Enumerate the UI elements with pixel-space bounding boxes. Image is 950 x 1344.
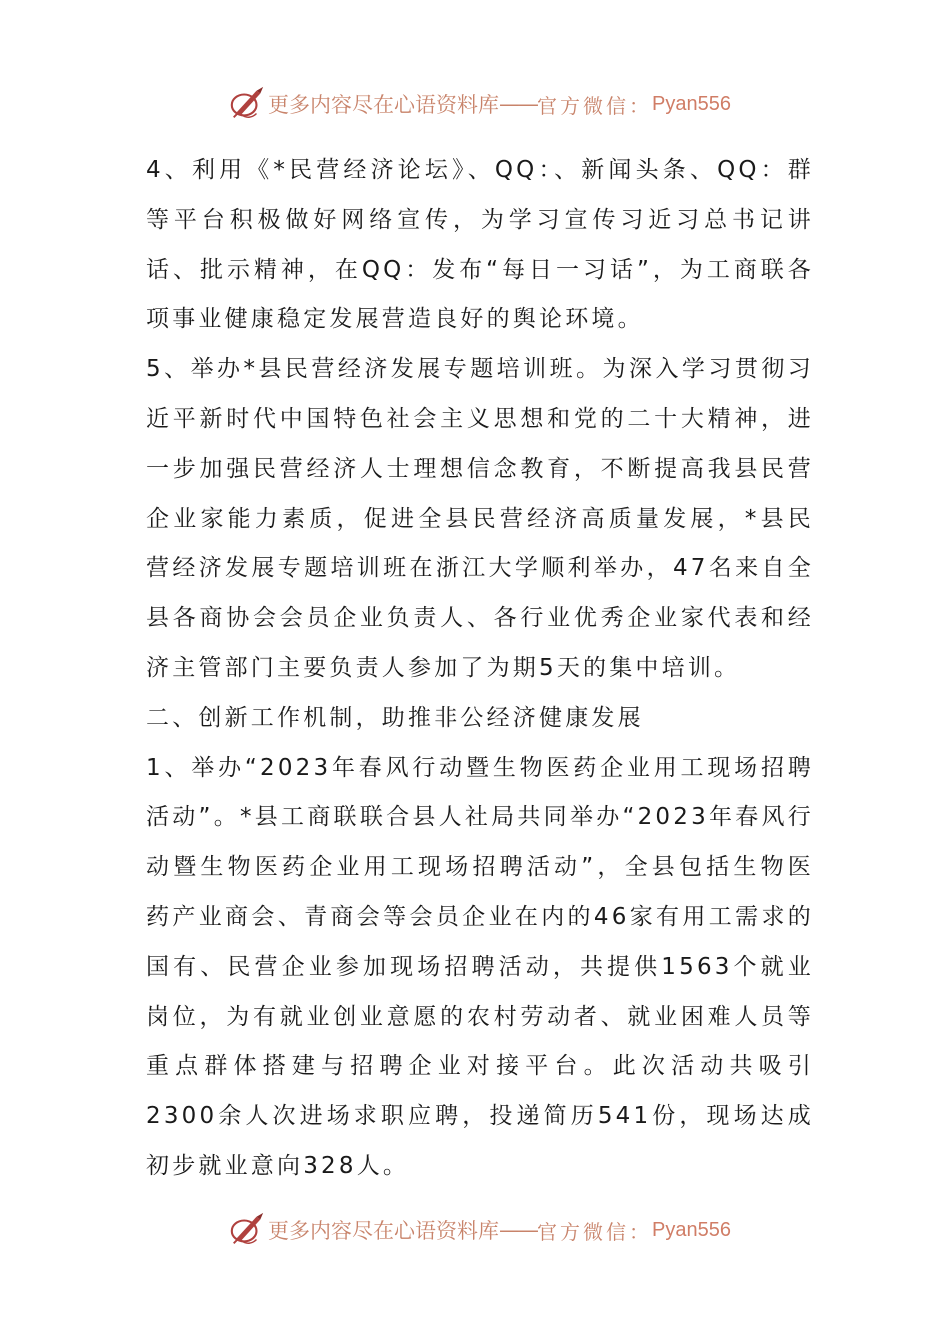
quill-pen-logo-icon (228, 85, 266, 123)
paragraph-item-1: 1、举办“2023年春风行动暨生物医药企业用工现场招聘活动”。*县工商联联合县人社局共同举办“2023年春风行动暨生物医药企业用工现场招聘活动”，全县包括生物医药产业商会、青商会等会员企业在内的46家有用工需求的国有、民营企业参加现场招聘活动，共提供1563个就业岗位，为有就业创业意愿的农村劳动者、就业困难人员等重点群体搭建与招聘企业对接平台。此次活动共吸引2300余人次进场求职应聘，投递简历541份，现场达成初步就业意向328人。 (146, 754, 814, 1179)
watermark-label: 官方微信： (537, 93, 652, 118)
document-body (146, 146, 814, 1192)
watermark-main-text: 更多内容尽在心语资料库 (268, 1219, 499, 1243)
section-heading-2: 二、创新工作机制，助推非公经济健康发展 (146, 704, 644, 731)
header-watermark (228, 84, 731, 124)
watermark-account: Pyan556 (652, 92, 731, 115)
paragraph-item-4: 4、利用《*民营经济论坛》、QQ：、新闻头条、QQ：群等平台积极做好网络宣传，为学习宣传习近习总书记讲话、批示精神，在QQ：发布“每日一习话”，为工商联各项事业健康稳定发展营造良好的舆论环境。 (146, 157, 814, 333)
watermark-main-text: 更多内容尽在心语资料库 (268, 93, 499, 117)
watermark-label: 官方微信： (537, 1219, 652, 1244)
quill-pen-logo-icon (228, 1211, 266, 1249)
watermark-dash: —— (499, 1218, 537, 1242)
watermark-dash: —— (499, 92, 537, 116)
watermark-account: Pyan556 (652, 1218, 731, 1241)
paragraph-item-5: 5、举办*县民营经济发展专题培训班。为深入学习贯彻习近平新时代中国特色社会主义思想和党的二十大精神，进一步加强民营经济人士理想信念教育，不断提高我县民营企业家能力素质，促进全县民营经济高质量发展，*县民营经济发展专题培训班在浙江大学顺利举办，47名来自全县各商协会会员企业负责人、各行业优秀企业家代表和经济主管部门主要负责人参加了为期5天的集中培训。 (146, 356, 814, 681)
footer-watermark (228, 1210, 731, 1250)
